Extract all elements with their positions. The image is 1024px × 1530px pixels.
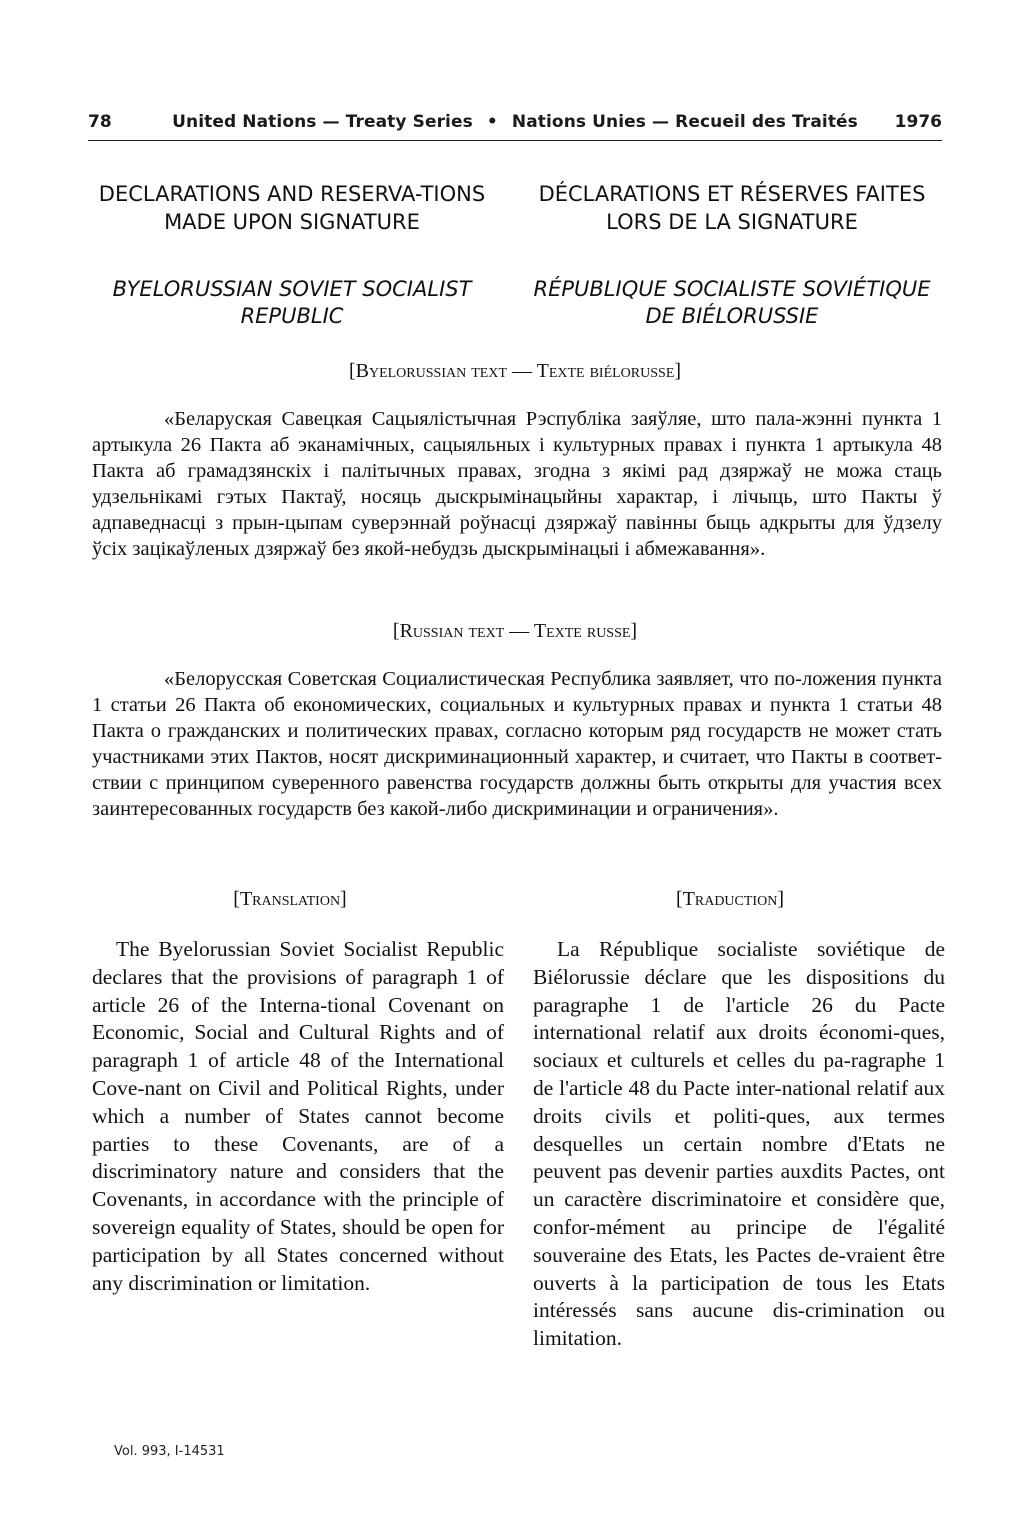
running-header <box>88 106 942 136</box>
russian-paragraph: «Белорусская Советская Социалистическая Республика заявляет, что по-ложения пункта 1 статьи 26 Пакта об економических, социальных и культурных правах и пункта 1 статьи 48 Пакта о гражданских и политических правах, согласно которым ряд государств не может стать участниками этих Пактов, носят дискриминационный характер, и считает, что Пакты в соответ-ствии с принципом суверенного равенства государств должны быть открыты для участия всех заинтересованных государств без какой-либо дискриминации и ограничения». <box>92 668 942 820</box>
series-title <box>88 112 942 132</box>
traduction-label: [Traduction] <box>676 888 784 910</box>
country-name-en: BYELORUSSIAN SOVIET SOCIALIST REPUBLIC <box>112 277 472 328</box>
volume-footer: Vol. 993, I-14531 <box>114 1444 225 1459</box>
section-title-fr: DÉCLARATIONS ET RÉSERVES FAITES LORS DE LA SIGNATURE <box>538 182 926 234</box>
section-title-en: DECLARATIONS AND RESERVA-TIONS MADE UPON SIGNATURE <box>98 182 486 234</box>
header-rule <box>88 140 942 141</box>
series-title-en: United Nations — Treaty Series <box>172 112 473 132</box>
byelorussian-paragraph: «Беларуская Савецкая Сацыялістычная Рэспубліка заяўляе, што пала-жэнні пункта 1 артыкула 26 Пакта аб эканамічных, сацыяльных і культурных правах і пункта 1 артыкула 48 Пакта аб грамадзянскіх і палітычных правах, згодна з якімі рад дзяржаў не можа стаць удзельнікамі гэтых Пактаў, носяць дыскрымінацыйны характар, і лічыць, што Пакты ў адпаведнасці з прын-цыпам суверэннай роўнасці дзяржаў павінны быць адкрыты для ўдзелу ўсіх зацікаўленых дзяржаў без якой-небудзь дыскрымінацыі і абмежавання». <box>92 408 942 560</box>
page-number: 78 <box>88 112 112 132</box>
english-translation: The Byelorussian Soviet Socialist Republic declares that the provisions of paragraph 1 of article 26 of the Interna-tional Covenant on Economic, Social and Cultural Rights and of paragraph 1 of article 48 of the International Cove-nant on Civil and Political Rights, under which a number of States cannot become parties to these Covenants, are of a discriminatory nature and considers that the Covenants, in accordance with the principle of sovereign equality of States, should be open for participation by all States concerned without any discrimination or limitation. <box>92 937 504 1295</box>
russian-text-label: [Russian text — Texte russe] <box>392 620 638 642</box>
translation-label: [Translation] <box>233 888 347 910</box>
french-traduction: La République socialiste soviétique de Biélorussie déclare que les dispositions du paragraphe 1 de l'article 26 du Pacte international relatif aux droits économi-ques, sociaux et culturels et celles du pa-ragraphe 1 de l'article 48 du Pacte inter-national relatif aux droits civils et politi-ques, aux termes desquelles un certain nombre d'Etats ne peuvent pas devenir parties auxdits Pactes, ont un caractère discriminatoire et considère que, confor-mément au principe de l'égalité souveraine des Etats, les Pactes de-vraient être ouverts à la participation de tous les Etats intéressés sans aucune dis-crimination ou limitation. <box>533 937 945 1351</box>
bullet-separator: • <box>486 112 498 132</box>
country-name-fr: RÉPUBLIQUE SOCIALISTE SOVIÉTIQUE DE BIÉLORUSSIE <box>533 277 931 328</box>
byelorussian-text-label: [Byelorussian text — Texte biélorusse] <box>348 360 682 382</box>
header-year: 1976 <box>894 112 942 132</box>
series-title-fr: Nations Unies — Recueil des Traités <box>511 112 858 132</box>
